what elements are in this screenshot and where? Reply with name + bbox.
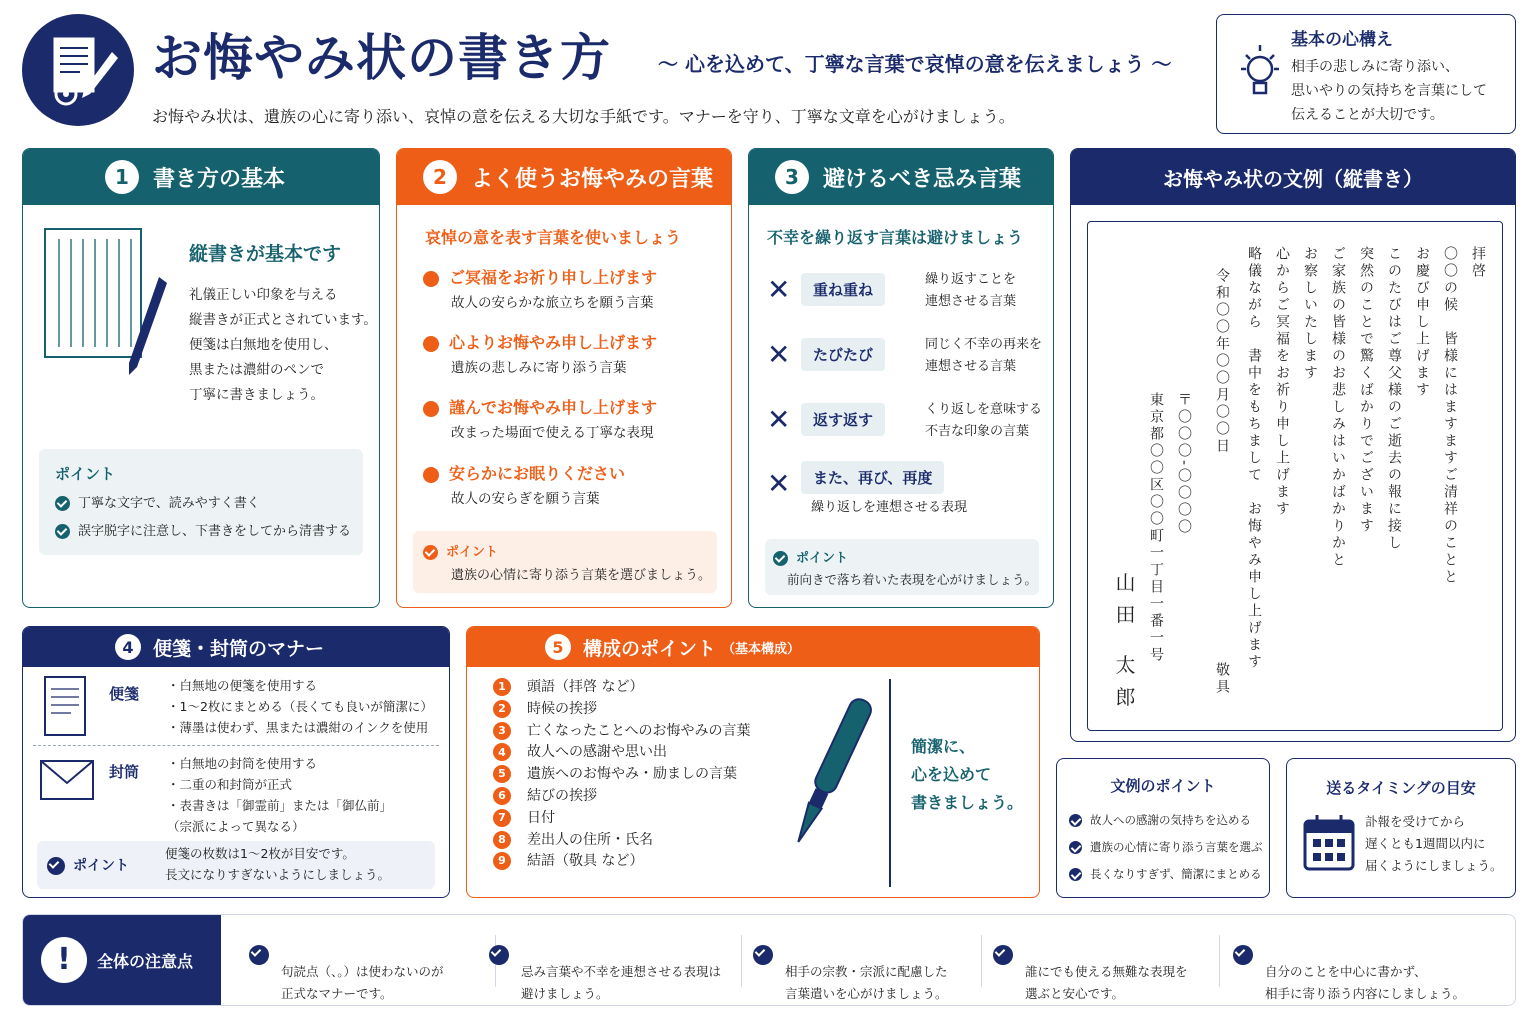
envelope-label: 封筒: [109, 763, 140, 781]
section-header: 5 構成のポイント （基本構成）: [467, 627, 1039, 667]
stationery-rules: ・白無地の便箋を使用する ・1～2枚にまとめる（長くても良いが簡潔に） ・薄墨は使わず、黒または濃紺のインクを使用: [167, 678, 433, 735]
letter-paper: 拝啓 〇〇の候 皆様にはますますご清祥のことと お慶び申し上げます このたびはご尊父様のご逝去の報に接し 突然のことで驚くばかりでございます ご家族の皆様のお悲しみはいかばかりかと お察しいたします 心からご冥福をお祈り申し上げます 略儀ながら 書中をもちまして お悔やみ申し上げます 敬具 令和〇〇年〇〇月〇〇日 〒〇〇〇-〇〇〇〇 東京都〇〇区〇〇町一丁目一番一号 山田 太郎: [1087, 221, 1503, 731]
point-box: ポイント 遺族の心情に寄り添う言葉を選びましょう。: [413, 531, 717, 593]
phrase-item: 謹んでお悔やみ申し上げます 改まった場面で使える丁寧な表現: [423, 395, 657, 444]
structure-side-note: 簡潔に、 心を込めて 書きましょう。: [911, 737, 1024, 812]
phrase-item: 心よりお悔やみ申し上げます 遺族の悲しみに寄り添う言葉: [423, 330, 657, 379]
section-header: 2 よく使うお悔やみの言葉: [397, 149, 731, 205]
point-box: ポイント 前向きで落ち着いた表現を心がけましょう。: [765, 539, 1039, 595]
section-stationery-manners: [22, 626, 450, 898]
section-structure-points: [466, 626, 1040, 898]
cross-icon: ✕: [767, 403, 791, 436]
letter-example-card: [1070, 148, 1516, 742]
stationery-icon: [43, 675, 87, 739]
cross-icon: ✕: [767, 273, 791, 306]
calendar-icon: [1303, 813, 1355, 871]
fountain-pen-icon: [785, 689, 875, 859]
vertical-letter-icon: [41, 225, 171, 385]
letter-pen-icon: [22, 14, 134, 126]
section-writing-basics: [22, 148, 380, 608]
page-title: お悔やみ状の書き方: [152, 29, 611, 87]
overall-notes-bar: [22, 914, 1516, 1006]
page-subtitle: ～ 心を込めて、丁寧な言葉で哀悼の意を伝えましょう ～: [658, 52, 1172, 76]
note-item: 自分のことを中心に書かず、 相手に寄り添う内容にしましょう。: [1233, 939, 1465, 1005]
phrase-item: 安らかにお眠りください 故人の安らぎを願う言葉: [423, 461, 625, 510]
divider: [33, 745, 439, 746]
example-points-box: 文例のポイント 故人への感謝の気持ちを込める 遺族の心情に寄り添う言葉を選ぶ 長くなりすぎず、簡潔にまとめる: [1056, 758, 1270, 898]
structure-list: 1 頭語（拝啓 など） 2 時候の挨拶 3 亡くなったことへのお悔やみの言葉 4 故人への感謝や思い出 5 遺族へのお悔やみ・励ましの言葉 6 結びの挨拶 7 日付 8 差出人の住所・氏名 9 結語（敬具 など）: [493, 677, 750, 873]
note-item: 誰にでも使える無難な表現を 選ぶと安心です。: [993, 939, 1188, 1005]
envelope-icon: [39, 759, 95, 801]
timing-body: 訃報を受けてから 遅くとも1週間以内に 届くようにしましょう。: [1365, 814, 1503, 873]
timing-box: 送るタイミングの目安 訃報を受けてから 遅くとも1週間以内に 届くようにしましょう。: [1286, 758, 1516, 898]
section-condolence-phrases: [396, 148, 732, 608]
stationery-label: 便箋: [109, 685, 140, 703]
overall-notes-label-block: ! 全体の注意点: [23, 915, 221, 1006]
point-box: ポイント 便箋の枚数は1～2枚が目安です。 長文になりすぎないようにしましょう。: [37, 841, 435, 889]
exclamation-icon: !: [41, 937, 87, 983]
section-taboo-words: [748, 148, 1054, 608]
section-header: 1 書き方の基本: [23, 149, 379, 205]
phrase-item: ご冥福をお祈り申し上げます 故人の安らかな旅立ちを願う言葉: [423, 265, 657, 314]
section-body: 礼儀正しい印象を与える 縦書きが正式とされています。 便箋は白無地を使用し、 黒または濃紺のペンで 丁寧に書きましょう。: [189, 287, 377, 403]
envelope-rules: ・白無地の封筒を使用する ・二重の和封筒が正式 ・表書きは「御霊前」または「御仏前」 （宗派によって異なる）: [167, 756, 393, 834]
section-header: 3 避けるべき忌み言葉: [749, 149, 1053, 205]
logo: [22, 14, 134, 126]
section-heading: 哀悼の意を表す言葉を使いましょう: [425, 228, 682, 247]
section-header: 4 便箋・封筒のマナー: [23, 627, 449, 667]
intro-text: お悔やみ状は、遺族の心に寄り添い、哀悼の意を伝える大切な手紙です。マナーを守り、丁寧な文章を心がけましょう。: [152, 107, 1015, 126]
point-box: ポイント 丁寧な文字で、読みやすく書く 誤字脱字に注意し、下書きをしてから清書する: [39, 449, 363, 555]
cross-icon: ✕: [767, 467, 791, 500]
section-heading: 不幸を繰り返す言葉は避けましょう: [767, 228, 1024, 247]
divider: [889, 679, 891, 887]
note-item: 忌み言葉や不幸を連想させる表現は 避けましょう。: [489, 939, 721, 1005]
taboo-item: ✕ たびたび 同じく不幸の再来を 連想させる言葉: [767, 337, 1043, 374]
lightbulb-icon: [1233, 33, 1287, 113]
note-item: 句読点（、。）は使わないのが 正式なマナーです。: [249, 939, 444, 1005]
taboo-item: ✕ 返す返す くり返しを意味する 不吉な印象の言葉: [767, 402, 1043, 439]
mindset-body: 相手の悲しみに寄り添い、 思いやりの気持ちを言葉にして 伝えることが大切です。: [1291, 59, 1487, 123]
taboo-item: ✕ また、再び、再度 繰り返しを連想させる表現: [767, 459, 1047, 523]
section-heading: 縦書きが基本です: [189, 243, 342, 265]
taboo-item: ✕ 重ね重ね 繰り返すことを 連想させる言葉: [767, 272, 1017, 309]
mindset-box: [1216, 14, 1516, 134]
note-item: 相手の宗教・宗派に配慮した 言葉遣いを心がけましょう。: [753, 939, 948, 1005]
mindset-title: 基本の心構え: [1291, 30, 1393, 50]
section-header: お悔やみ状の文例（縦書き）: [1071, 149, 1515, 205]
cross-icon: ✕: [767, 338, 791, 371]
